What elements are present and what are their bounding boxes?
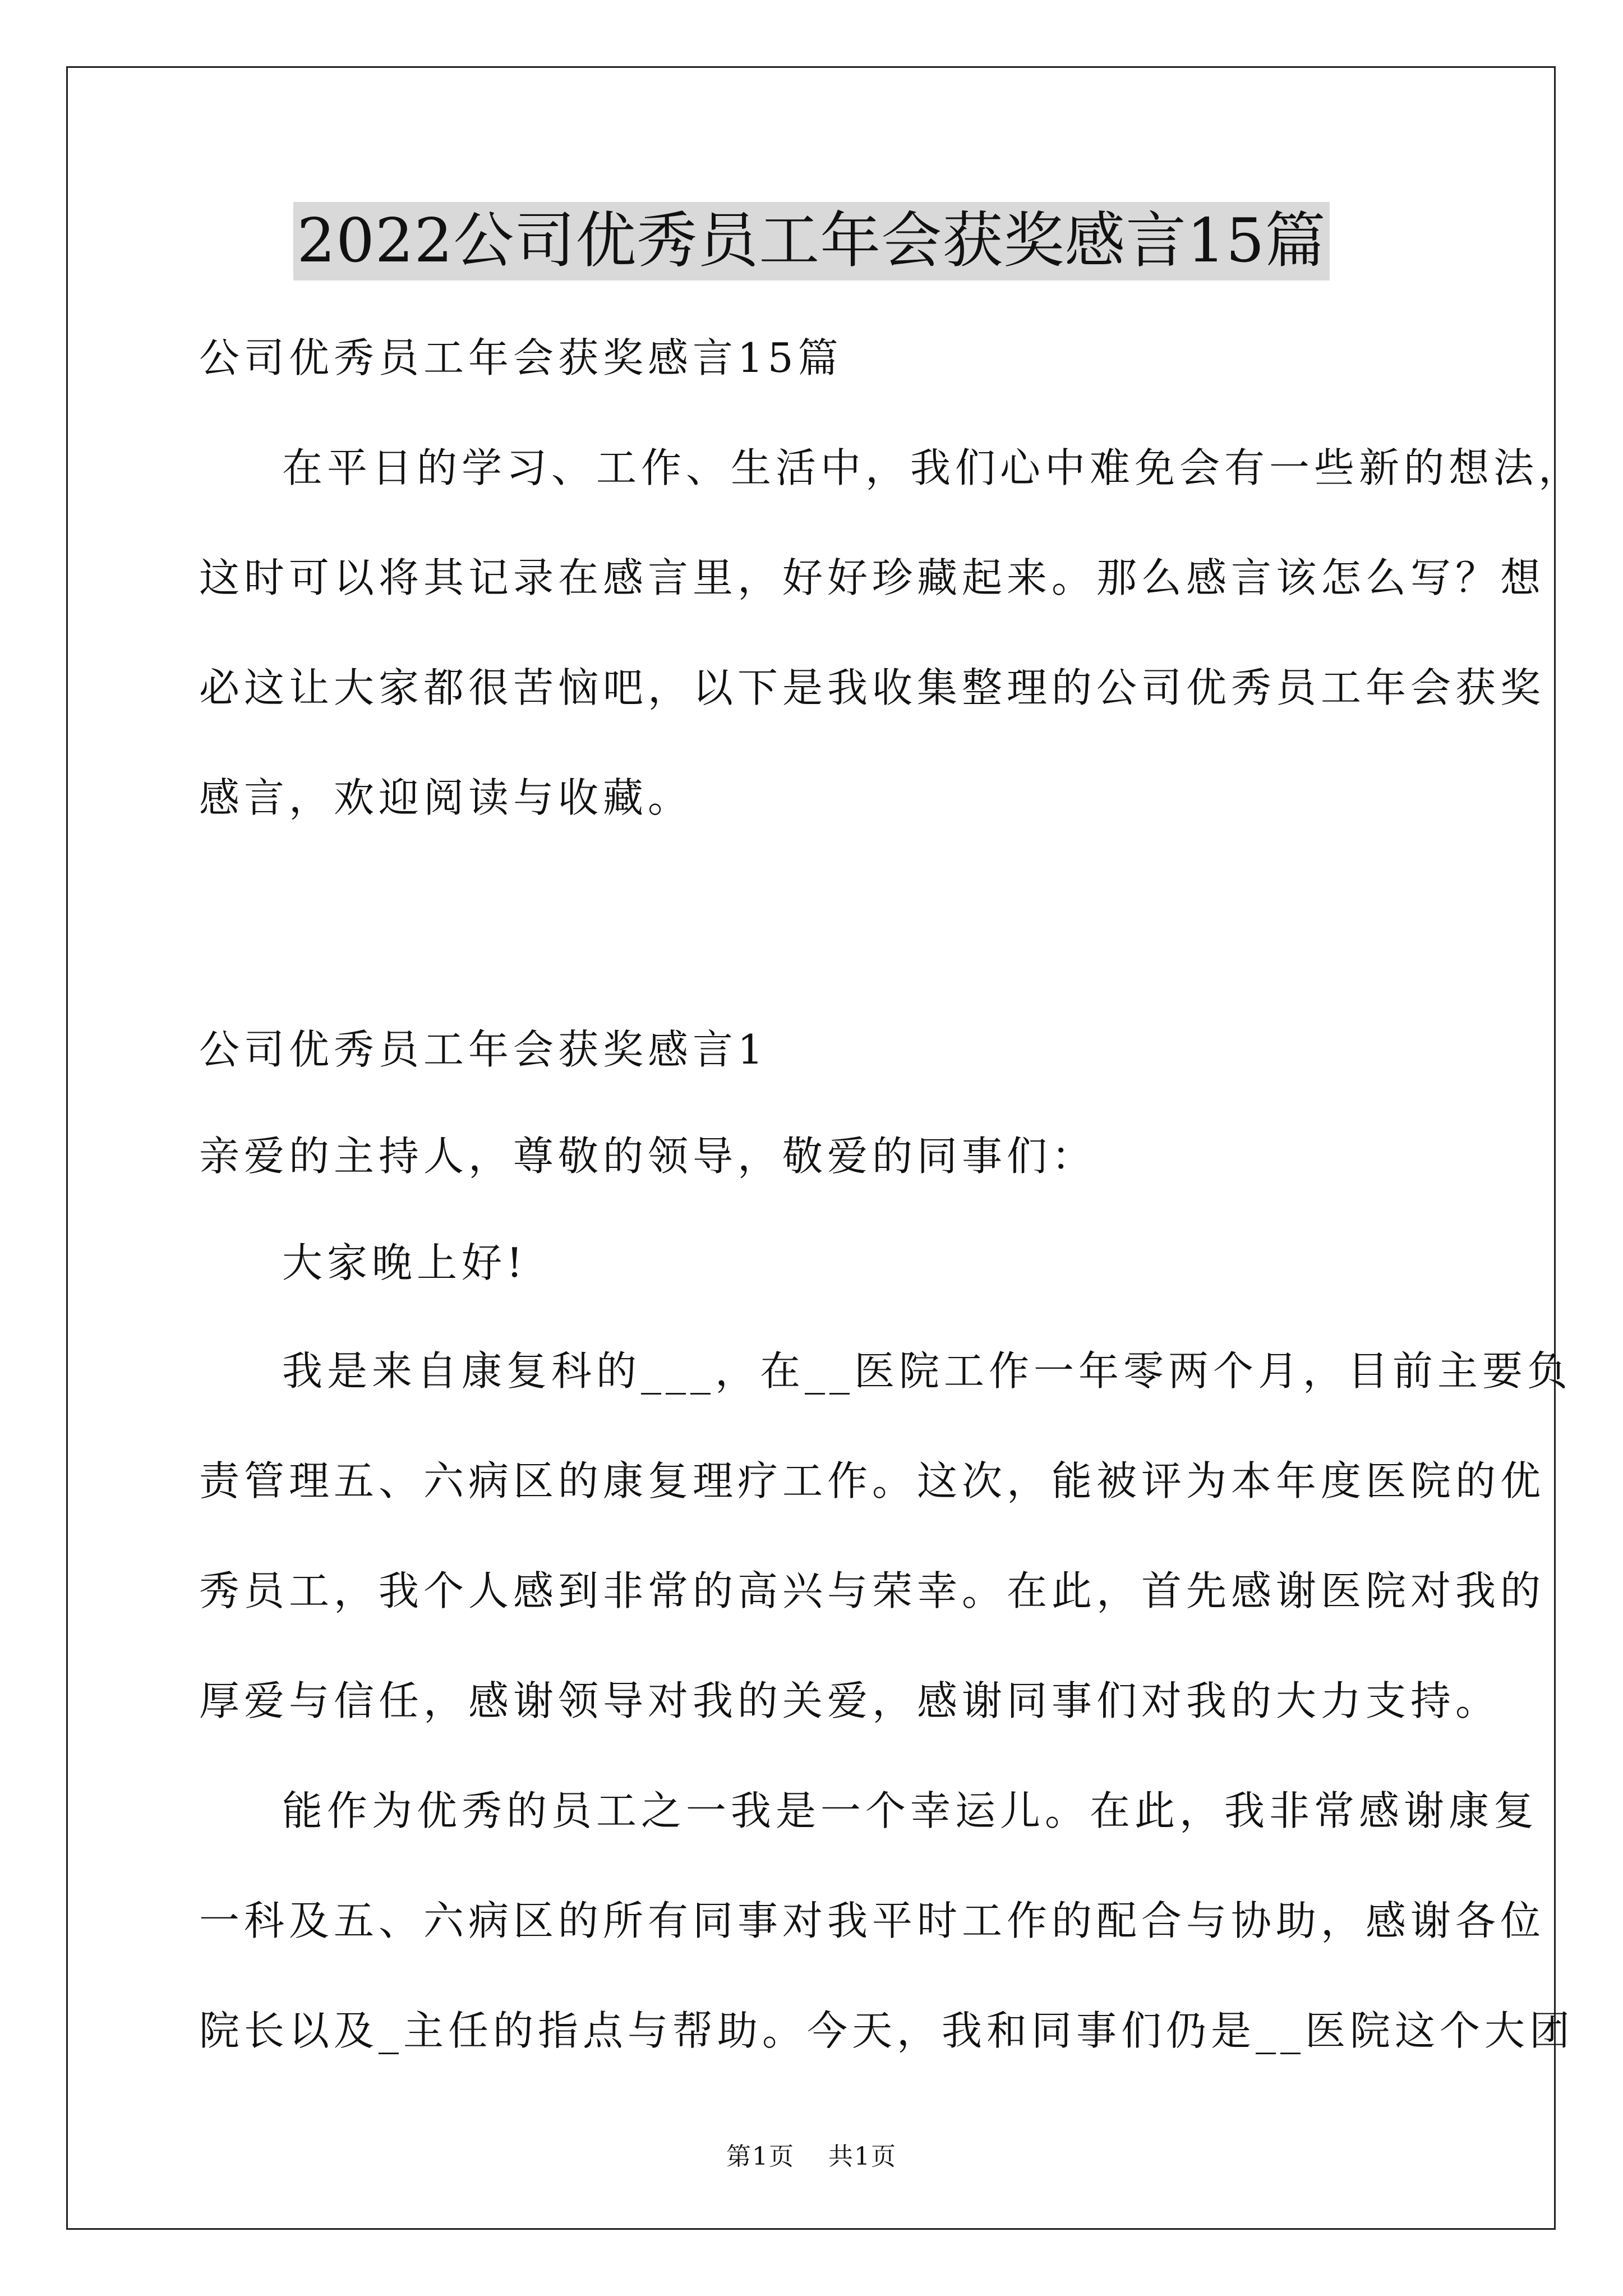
intro-line: 在平日的学习、工作、生活中，我们心中难免会有一些新的想法， — [282, 444, 1584, 491]
paragraph-line: 厚爱与信任，感谢领导对我的关爱，感谢同事们对我的大力支持。 — [199, 1677, 1501, 1724]
paragraph-line: 责管理五、六病区的康复理疗工作。这次，能被评为本年度医院的优 — [199, 1457, 1546, 1504]
paragraph-line: 秀员工，我个人感到非常的高兴与荣幸。在此，首先感谢医院对我的 — [199, 1567, 1546, 1614]
title-container — [0, 202, 1623, 280]
page-footer — [0, 2140, 1623, 2174]
document-body — [199, 303, 1584, 2086]
document-title: 2022公司优秀员工年会获奖感言15篇 — [293, 202, 1329, 280]
greeting: 大家晚上好! — [282, 1239, 527, 1286]
intro-line: 感言，欢迎阅读与收藏。 — [199, 774, 693, 821]
paragraph-line: 能作为优秀的员工之一我是一个幸运儿。在此，我非常感谢康复 — [282, 1787, 1539, 1834]
document-subtitle: 公司优秀员工年会获奖感言15篇 — [199, 334, 843, 381]
paragraph-line: 一科及五、六病区的所有同事对我平时工作的配合与协助，感谢各位 — [199, 1897, 1546, 1944]
intro-line: 这时可以将其记录在感言里，好好珍藏起来。那么感言该怎么写？想 — [199, 554, 1546, 601]
section-spacer — [199, 853, 1433, 996]
page-number: 第1页 — [726, 2142, 795, 2171]
paragraph-line: 院长以及_主任的指点与帮助。今天，我和同事们仍是__医院这个大团 — [199, 2007, 1575, 2054]
paragraph-line: 我是来自康复科的___，在__医院工作一年零两个月，目前主要负 — [282, 1347, 1573, 1395]
intro-line: 必这让大家都很苦恼吧，以下是我收集整理的公司优秀员工年会获奖 — [199, 664, 1546, 711]
section-heading: 公司优秀员工年会获奖感言1 — [199, 1026, 768, 1073]
salutation: 亲爱的主持人，尊敬的领导，敬爱的同事们： — [199, 1133, 1097, 1180]
page-total: 共1页 — [828, 2142, 897, 2171]
